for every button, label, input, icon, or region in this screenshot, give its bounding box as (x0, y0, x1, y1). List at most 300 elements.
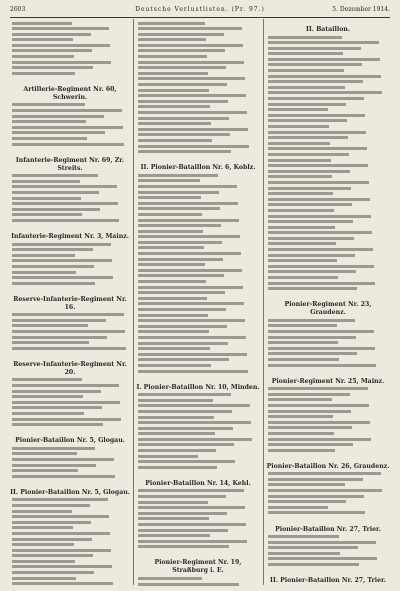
illegible-text (268, 495, 364, 498)
illegible-text (12, 330, 125, 333)
illegible-text (268, 478, 363, 481)
section-heading: Pionier-Regiment Nr. 19, Straßburg i. E. (154, 559, 242, 575)
illegible-text (138, 489, 244, 492)
section-heading: Pionier-Bataillon Nr. 14, Kehl. (145, 479, 251, 487)
illegible-text (12, 61, 111, 64)
illegible-text (268, 352, 357, 355)
illegible-text (12, 406, 102, 409)
illegible-text (268, 393, 350, 396)
entry-line (136, 489, 260, 495)
illegible-text (268, 541, 376, 544)
illegible-text (268, 546, 358, 549)
illegible-text (138, 94, 246, 97)
illegible-text (138, 438, 252, 441)
illegible-text (12, 549, 111, 552)
illegible-text (12, 582, 113, 585)
illegible-text (12, 22, 72, 25)
illegible-text (268, 449, 335, 452)
illegible-text (268, 287, 357, 290)
illegible-text (268, 270, 356, 273)
illegible-text (12, 324, 88, 327)
illegible-text (12, 33, 91, 36)
illegible-text (138, 501, 208, 504)
illegible-text (12, 27, 109, 30)
illegible-text (12, 185, 117, 188)
illegible-text (12, 197, 81, 200)
illegible-text (138, 207, 220, 210)
illegible-text (268, 181, 369, 184)
illegible-text (268, 410, 351, 413)
illegible-text (12, 137, 87, 140)
illegible-text (138, 460, 235, 463)
illegible-text (12, 174, 98, 177)
illegible-text (12, 131, 105, 134)
illegible-text (268, 319, 355, 322)
illegible-text (12, 384, 119, 387)
illegible-text (138, 185, 237, 188)
illegible-text (268, 489, 382, 492)
illegible-text (138, 89, 209, 92)
illegible-text (138, 117, 229, 120)
entry-line (10, 474, 130, 480)
page-number: 2603 (10, 6, 26, 13)
section-gap (136, 155, 260, 159)
section-gap (10, 480, 130, 484)
illegible-text (138, 77, 245, 80)
illegible-text (268, 443, 353, 446)
illegible-text (268, 136, 348, 139)
entry-line (266, 557, 390, 563)
illegible-text (12, 347, 126, 350)
illegible-text (138, 269, 242, 272)
entry-line (136, 582, 260, 587)
illegible-text (138, 252, 241, 255)
illegible-text (268, 511, 365, 514)
illegible-text (268, 198, 370, 201)
illegible-text (12, 208, 100, 211)
section-gap (10, 224, 130, 228)
illegible-text (12, 282, 95, 285)
illegible-text (12, 55, 74, 58)
page-header (10, 4, 390, 15)
illegible-text (12, 126, 123, 129)
entry-line (10, 218, 130, 224)
illegible-text (12, 254, 75, 257)
illegible-text (138, 495, 226, 498)
illegible-text (268, 58, 380, 61)
entry-line (136, 60, 260, 66)
illegible-text (12, 276, 113, 279)
illegible-text (268, 147, 367, 150)
illegible-text (12, 72, 75, 75)
illegible-text (268, 86, 345, 89)
illegible-text (268, 142, 330, 145)
illegible-text (268, 203, 352, 206)
illegible-text (268, 415, 333, 418)
section-gap (136, 375, 260, 379)
illegible-text (268, 432, 334, 435)
illegible-text (138, 235, 240, 238)
illegible-text (138, 22, 205, 25)
illegible-text (12, 271, 76, 274)
illegible-text (12, 510, 72, 513)
illegible-text (268, 80, 363, 83)
illegible-text (138, 246, 204, 249)
illegible-text (138, 55, 207, 58)
illegible-text (12, 213, 82, 216)
section-heading: Pionier-Regiment Nr. 25, Mainz. (271, 377, 385, 385)
section-heading: I. Pionier-Bataillon Nr. 10, Minden. (136, 383, 260, 391)
entry-line (136, 285, 260, 291)
section-gap (10, 287, 130, 291)
section-gap (266, 292, 390, 296)
illegible-text (138, 38, 206, 41)
illegible-text (12, 469, 78, 472)
illegible-text (268, 438, 371, 441)
illegible-text (12, 571, 94, 574)
entry-line (266, 74, 390, 80)
illegible-text (138, 191, 219, 194)
illegible-text (138, 49, 225, 52)
section-heading: Artillerie-Regiment Nr. 60, Schwerin. (23, 85, 117, 101)
entry-line (10, 346, 130, 352)
illegible-text (268, 164, 368, 167)
illegible-text (12, 543, 74, 546)
illegible-text (268, 103, 346, 106)
illegible-text (268, 426, 352, 429)
illegible-text (138, 297, 207, 300)
section-gap (136, 550, 260, 554)
illegible-text (12, 248, 93, 251)
section-heading: Infanterie-Regiment Nr. 3, Mainz. (11, 233, 129, 241)
illegible-text (138, 274, 224, 277)
illegible-text (268, 47, 361, 50)
illegible-text (268, 483, 345, 486)
illegible-text (268, 387, 368, 390)
illegible-text (12, 180, 80, 183)
illegible-text (138, 213, 202, 216)
illegible-text (138, 342, 228, 345)
illegible-text (268, 226, 335, 229)
illegible-text (138, 347, 210, 350)
illegible-text (138, 308, 226, 311)
illegible-text (138, 83, 227, 86)
illegible-text (12, 526, 73, 529)
illegible-text (268, 500, 346, 503)
illegible-text (138, 506, 245, 509)
illegible-text (138, 577, 202, 580)
illegible-text (12, 464, 96, 467)
illegible-text (12, 120, 86, 123)
illegible-text (12, 44, 110, 47)
illegible-text (138, 410, 232, 413)
illegible-text (268, 421, 370, 424)
illegible-text (12, 336, 107, 339)
illegible-text (268, 175, 332, 178)
entry-line (136, 144, 260, 150)
illegible-text (268, 324, 337, 327)
illegible-text (12, 577, 76, 580)
illegible-text (268, 254, 355, 257)
section-gap (266, 454, 390, 458)
illegible-text (12, 49, 92, 52)
illegible-text (138, 517, 209, 520)
illegible-text (138, 529, 228, 532)
illegible-text (138, 523, 246, 526)
illegible-text (268, 36, 342, 39)
illegible-text (138, 432, 215, 435)
illegible-text (138, 219, 239, 222)
illegible-text (138, 302, 244, 305)
illegible-text (138, 370, 248, 373)
illegible-text (268, 472, 381, 475)
section-gap (266, 369, 390, 373)
illegible-text (138, 358, 229, 361)
column-divider (263, 19, 264, 585)
illegible-text (12, 418, 121, 421)
illegible-text (138, 27, 242, 30)
illegible-text (12, 447, 95, 450)
illegible-text (268, 265, 374, 268)
illegible-text (268, 209, 334, 212)
illegible-text (268, 506, 328, 509)
entry-line (136, 369, 260, 375)
illegible-text (12, 109, 122, 112)
illegible-text (12, 401, 120, 404)
illegible-text (268, 336, 356, 339)
entry-line (266, 363, 390, 369)
illegible-text (268, 341, 338, 344)
illegible-text (12, 498, 108, 501)
page-date: 5. Dezember 1914. (332, 6, 390, 13)
illegible-text (138, 319, 245, 322)
illegible-text (138, 44, 243, 47)
illegible-text (12, 341, 89, 344)
section-heading: Pionier-Bataillon Nr. 27, Trier. (275, 525, 381, 533)
illegible-text (268, 557, 377, 560)
illegible-text (12, 143, 124, 146)
illegible-text (138, 404, 250, 407)
illegible-text (138, 314, 208, 317)
illegible-text (138, 33, 224, 36)
page-title: Deutsche Verlustlisten. (Pr. 97.) (135, 6, 265, 13)
illegible-text (138, 280, 206, 283)
illegible-text (12, 319, 106, 322)
illegible-text (268, 159, 331, 162)
section-heading: Pionier-Regiment Nr. 23, Graudenz. (284, 301, 372, 317)
illegible-text (138, 545, 229, 548)
illegible-text (12, 538, 92, 541)
illegible-text (138, 583, 239, 586)
illegible-text (12, 191, 99, 194)
illegible-text (12, 313, 124, 316)
illegible-text (268, 231, 372, 234)
illegible-text (12, 378, 82, 381)
illegible-text (138, 286, 243, 289)
illegible-text (138, 455, 198, 458)
illegible-text (268, 108, 328, 111)
illegible-text (12, 452, 77, 455)
illegible-text (268, 170, 350, 173)
entry-line (266, 91, 390, 97)
column-1 (10, 21, 130, 587)
illegible-text (12, 554, 93, 557)
illegible-text (138, 224, 221, 227)
illegible-text (138, 466, 217, 469)
illegible-text (138, 416, 214, 419)
illegible-text (268, 215, 371, 218)
illegible-text (12, 103, 85, 106)
illegible-text (138, 399, 213, 402)
section-heading: II. Pionier-Bataillon Nr. 5, Glogau. (10, 488, 130, 496)
illegible-text (268, 41, 379, 44)
section-heading: Pionier-Bataillon Nr. 5, Glogau. (15, 437, 125, 445)
illegible-text (268, 153, 349, 156)
entry-line (136, 302, 260, 308)
illegible-text (138, 196, 201, 199)
illegible-text (138, 145, 249, 148)
section-heading: II. Pionier-Bataillon Nr. 6, Koblz. (140, 164, 256, 172)
section-gap (10, 148, 130, 152)
column-2 (136, 21, 260, 587)
section-gap (10, 428, 130, 432)
entry-line (266, 281, 390, 287)
illegible-text (138, 230, 203, 233)
illegible-text (268, 75, 381, 78)
illegible-text (268, 259, 337, 262)
illegible-text (138, 100, 228, 103)
illegible-text (138, 364, 211, 367)
illegible-text (268, 276, 338, 279)
illegible-text (138, 174, 218, 177)
illegible-text (268, 52, 343, 55)
illegible-text (12, 395, 83, 398)
illegible-text (268, 398, 332, 401)
illegible-text (12, 515, 109, 518)
illegible-text (138, 330, 209, 333)
entry-line (10, 582, 130, 587)
illegible-text (12, 412, 84, 415)
illegible-text (268, 535, 339, 538)
illegible-text (138, 241, 222, 244)
illegible-text (268, 91, 382, 94)
illegible-text (268, 248, 373, 251)
illegible-text (138, 111, 247, 114)
entry-line (10, 142, 130, 148)
illegible-text (268, 358, 339, 361)
section-gap (266, 568, 390, 572)
illegible-text (12, 521, 91, 524)
illegible-text (268, 97, 364, 100)
illegible-text (138, 150, 231, 153)
section-heading: Reserve-Infanterie-Regiment Nr. 20. (13, 360, 127, 376)
illegible-text (138, 61, 244, 64)
illegible-text (268, 347, 375, 350)
illegible-text (138, 336, 246, 339)
illegible-text (12, 243, 111, 246)
entry-line (136, 77, 260, 83)
section-heading: Reserve-Infanterie-Regiment Nr. 16. (13, 295, 127, 311)
illegible-text (268, 63, 362, 66)
illegible-text (12, 390, 101, 393)
illegible-text (268, 237, 354, 240)
illegible-text (268, 69, 344, 72)
illegible-text (138, 105, 210, 108)
illegible-text (268, 131, 366, 134)
illegible-text (12, 115, 104, 118)
illegible-text (138, 72, 208, 75)
illegible-text (268, 187, 351, 190)
illegible-text (138, 421, 251, 424)
illegible-text (268, 563, 359, 566)
section-heading: Infanterie-Regiment Nr. 69, Zr. Streits. (15, 156, 125, 172)
illegible-text (138, 122, 211, 125)
illegible-text (138, 534, 210, 537)
illegible-text (268, 404, 369, 407)
illegible-text (138, 449, 216, 452)
illegible-text (138, 202, 238, 205)
illegible-text (12, 504, 90, 507)
illegible-text (12, 38, 73, 41)
illegible-text (268, 220, 353, 223)
illegible-text (268, 330, 374, 333)
entry-line (10, 417, 130, 423)
illegible-text (12, 560, 75, 563)
entry-line (266, 586, 390, 587)
illegible-text (138, 128, 248, 131)
illegible-text (138, 325, 227, 328)
section-gap (266, 517, 390, 521)
illegible-text (268, 242, 336, 245)
illegible-text (138, 353, 247, 356)
illegible-text (138, 443, 234, 446)
column-3 (266, 21, 390, 587)
illegible-text (138, 133, 230, 136)
illegible-text (268, 125, 329, 128)
illegible-text (12, 423, 103, 426)
illegible-text (138, 393, 231, 396)
illegible-text (268, 364, 376, 367)
section-gap (10, 77, 130, 81)
illegible-text (138, 291, 225, 294)
illegible-text (12, 475, 115, 478)
illegible-text (138, 512, 227, 515)
illegible-text (268, 552, 340, 555)
illegible-text (12, 458, 114, 461)
section-gap (10, 352, 130, 356)
illegible-text (268, 192, 333, 195)
illegible-text (12, 259, 112, 262)
section-heading: Pionier-Bataillon Nr. 26, Graudenz. (266, 462, 390, 470)
illegible-text (12, 219, 119, 222)
illegible-text (12, 532, 110, 535)
illegible-text (138, 263, 205, 266)
section-gap (136, 471, 260, 475)
illegible-text (138, 139, 212, 142)
section-heading: II. Pionier-Bataillon Nr. 27, Trier. (270, 577, 386, 585)
illegible-text (138, 427, 233, 430)
illegible-text (138, 179, 200, 182)
illegible-text (138, 258, 223, 261)
entry-line (266, 540, 390, 546)
header-rule (10, 17, 390, 18)
illegible-text (12, 202, 118, 205)
section-heading: II. Bataillon. (305, 26, 351, 33)
illegible-text (12, 66, 93, 69)
illegible-text (268, 114, 365, 117)
illegible-text (138, 66, 226, 69)
column-divider (133, 19, 134, 585)
